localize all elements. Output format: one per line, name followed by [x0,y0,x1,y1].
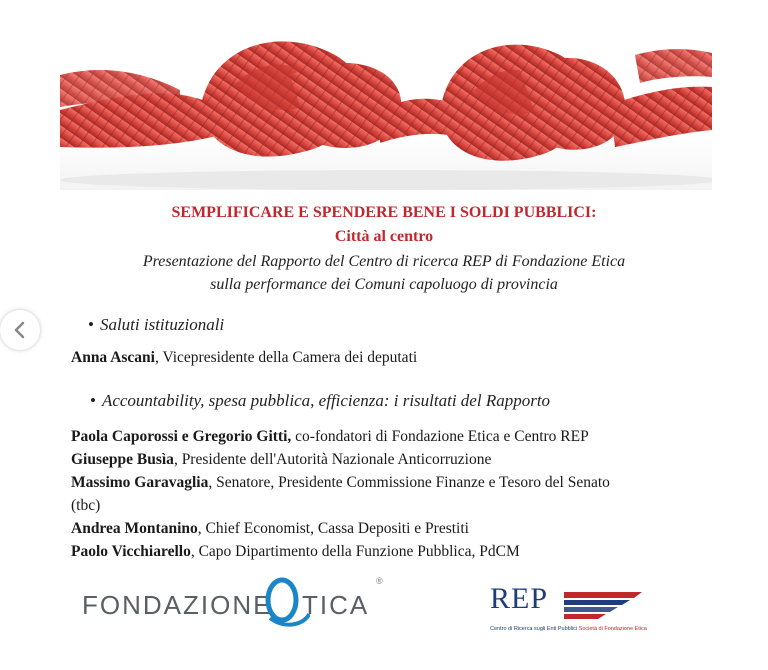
page-title: SEMPLIFICARE E SPENDERE BENE I SOLDI PUBBLICI: [171,204,597,221]
rep-logo: REP Centro di Ricerca sugli Enti Pubblici Società di Fondazione Etica [490,582,647,632]
speaker-line: Anna Ascani, Vicepresidente della Camera dei deputati [71,349,418,366]
rep-caption: Centro di Ricerca sugli Enti Pubblici Società di Fondazione Etica [490,626,647,632]
fondazione-etica-logo: FONDAZIONE TICA ® [82,574,392,632]
section-bullet: • Saluti istituzionali [88,315,225,334]
speaker-line: Giuseppe Busìa, Presidente dell'Autorità Nazionale Anticorruzione [71,451,492,468]
previous-slide-button[interactable] [0,310,40,350]
speaker-line: Paolo Vicchiarello, Capo Dipartimento della Funzione Pubblica, PdCM [71,543,520,560]
flag-stripes-icon [564,590,644,622]
speaker-line: (tbc) [71,497,101,514]
intro-line-2: sulla performance dei Comuni capoluogo di provincia [210,276,558,293]
speaker-line: Andrea Montanino, Chief Economist, Cassa Depositi e Prestiti [71,520,469,537]
intro-line-1: Presentazione del Rapporto del Centro di ricerca REP di Fondazione Etica [142,253,626,270]
page-subtitle: Città al centro [334,228,434,245]
speaker-line: Paola Caporossi e Gregorio Gitti, co-fondatori di Fondazione Etica e Centro REP [71,428,589,445]
rope-knot-image [60,15,712,190]
speaker-line: Massimo Garavaglia, Senatore, Presidente Commissione Finanze e Tesoro del Senato [71,474,610,491]
section-bullet: • Accountability, spesa pubblica, efficienza: i risultati del Rapporto [90,391,551,410]
chevron-left-icon [13,321,27,339]
